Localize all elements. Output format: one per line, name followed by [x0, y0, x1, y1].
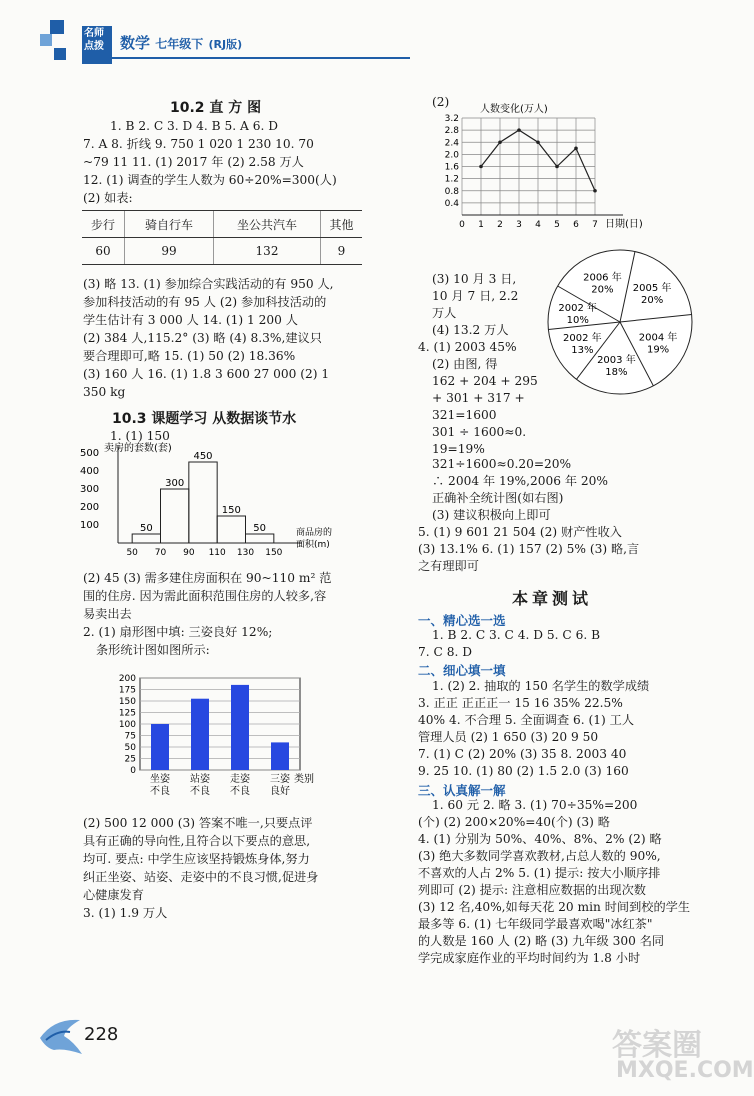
text-line: 的人数是 160 人 (2) 略 (3) 九年级 300 名同 — [418, 934, 665, 948]
text-line: 301 ÷ 1600≈0. — [432, 425, 527, 439]
table-header: 其他 — [321, 211, 363, 238]
hist-xlabel: 商品房的 — [296, 528, 333, 538]
watermark-bottom: MXQE.COM — [616, 1058, 754, 1083]
hist-xlabel: 面积(m) — [296, 540, 330, 550]
bar-x-tick: 不良 — [230, 786, 250, 797]
header-subject: 数学 — [120, 34, 151, 52]
hist-bar — [132, 534, 160, 543]
text-line: (3) 绝大多数同学喜欢教材,占总人数的 90%, — [418, 849, 661, 863]
pie-slice-value: 18% — [605, 367, 628, 379]
line-point — [574, 147, 578, 151]
answer-table — [82, 210, 362, 265]
bar-y-tick: 175 — [118, 685, 136, 696]
text-line: (2) 45 (3) 需多建住房面积在 90~110 m² 范 — [83, 571, 332, 585]
page-number: 228 — [84, 1024, 119, 1045]
text-line: 7. (1) C (2) 20% (3) 35 8. 2003 40 — [418, 747, 627, 761]
hist-bar-label: 300 — [165, 478, 185, 489]
text-line: 万人 — [432, 306, 457, 320]
table-cell: 132 — [214, 238, 321, 265]
text-line: 纠正坐姿、站姿、走姿中的不良习惯,促进身 — [83, 870, 319, 884]
hist-y-tick: 500 — [80, 448, 100, 459]
pie-slice-label: 2002 年 — [563, 333, 602, 345]
line-point — [479, 165, 483, 169]
line-y-tick: 2.0 — [444, 150, 459, 161]
pie-chart — [540, 245, 700, 400]
line-point — [517, 128, 521, 132]
line-x-tick: 3 — [516, 220, 522, 230]
header-title — [120, 32, 242, 53]
hist-y-tick: 400 — [80, 466, 100, 477]
bar-x-tick: 不良 — [190, 786, 210, 797]
text-line: 1. (1) 150 — [110, 429, 170, 443]
pie-slice-label: 2005 年 — [632, 283, 672, 295]
pie-slice-value: 19% — [646, 344, 670, 356]
logo — [84, 27, 104, 53]
header-edition: (RJ版) — [208, 38, 243, 51]
line-y-tick: 2.8 — [444, 126, 459, 137]
hist-bar-label: 50 — [253, 523, 267, 534]
subsection-title: 二、细心填一填 — [418, 663, 506, 678]
text-line: 最多等 6. (1) 七年级同学最喜欢喝"冰红茶" — [418, 917, 653, 931]
text-line: 之有理即可 — [418, 559, 479, 573]
hist-x-tick: 150 — [265, 548, 283, 558]
subsection-title: 三、认真解一解 — [418, 783, 506, 798]
bar-x-tick: 站姿 — [190, 774, 210, 785]
hist-y-tick: 300 — [80, 484, 100, 495]
hist-bar — [217, 516, 245, 543]
section-10-3-title: 10.3 课题学习 从数据谈节水 — [112, 411, 297, 427]
hist-bar-label: 50 — [139, 523, 153, 534]
posture-bar — [191, 699, 209, 770]
histogram-chart — [80, 440, 340, 565]
text-line: 正确补全统计图(如右图) — [432, 491, 564, 505]
line-x-tick: 7 — [592, 220, 598, 230]
text-line: 40% 4. 不合理 5. 全面调查 6. (1) 工人 — [418, 713, 635, 727]
text-line: 5. (1) 9 601 21 504 (2) 财产性收入 — [418, 525, 622, 539]
text-line: 4. (1) 2003 45% — [418, 340, 517, 354]
pie-slice-value: 20% — [640, 295, 664, 307]
bar-y-tick: 50 — [124, 743, 136, 753]
bar-x-tick: 不良 — [150, 786, 170, 797]
text-line: (4) 13.2 万人 — [432, 323, 509, 337]
posture-bar — [271, 742, 289, 770]
bar-x-tick: 坐姿 — [150, 774, 170, 785]
line-point — [555, 165, 559, 169]
hist-bar — [161, 489, 189, 543]
hist-bar-label: 150 — [221, 505, 241, 516]
text-line: 321÷1600≈0.20=20% — [432, 457, 572, 471]
text-line: (3) 建议积极向上即可 — [432, 508, 551, 522]
line-y-tick: 1.6 — [444, 162, 459, 173]
bar-y-tick: 150 — [118, 697, 136, 707]
hist-x-tick: 110 — [208, 548, 226, 558]
text-line: 1. B 2. C 3. D 4. B 5. A 6. D — [110, 119, 278, 133]
text-line: 10 月 7 日, 2.2 — [432, 289, 519, 303]
text-line: 2. (1) 扇形图中填: 三姿良好 12%; — [83, 625, 273, 639]
pie-slice-label: 2003 年 — [597, 355, 636, 367]
header-grade: 七年级下 — [155, 37, 204, 51]
text-line: 均可. 要点: 中学生应该坚持锻炼身体,努力 — [83, 852, 310, 866]
text-line: 1. 60 元 2. 略 3. (1) 70÷35%=200 — [432, 798, 638, 812]
text-line: 参加科技活动的有 95 人 (2) 参加科技活动的 — [83, 295, 327, 309]
text-line: 7. A 8. 折线 9. 750 1 020 1 230 10. 70 — [83, 137, 314, 151]
watermark-top: 答案圈 — [612, 1028, 702, 1063]
table-header: 坐公共汽车 — [214, 211, 321, 238]
line-y-tick: 0.8 — [444, 186, 459, 197]
line-point — [536, 140, 540, 144]
text-line: 321=1600 — [432, 408, 497, 422]
posture-bar — [151, 724, 169, 770]
text-line: 围的住房. 因为需此面积范围住房的人较多,容 — [83, 589, 327, 603]
text-line: 列即可 (2) 提示: 注意相应数据的出现次数 — [418, 883, 646, 897]
pie-slice-value: 13% — [571, 345, 594, 357]
line-x-tick: 1 — [478, 220, 484, 230]
table-cell: 99 — [125, 238, 214, 265]
text-line: 具有正确的导向性,且符合以下要点的意思, — [83, 834, 311, 848]
text-line: (2) 如表: — [83, 191, 133, 205]
hist-x-tick: 50 — [126, 548, 138, 558]
text-line: 要合理即可,略 15. (1) 50 (2) 18.36% — [83, 349, 296, 363]
line-x-tick: 0 — [459, 220, 465, 230]
pie-slice-value: 20% — [591, 284, 614, 296]
table-cell: 9 — [321, 238, 363, 265]
hist-bar-label: 450 — [193, 451, 213, 462]
subsection-title: 一、精心选一选 — [418, 613, 506, 628]
pie-slice-label: 2002 年 — [558, 303, 598, 315]
text-line: (2) 500 12 000 (3) 答案不唯一,只要点评 — [83, 816, 313, 830]
hist-ylabel: 卖房的套数(套) — [104, 443, 172, 454]
bar-y-tick: 0 — [130, 766, 136, 776]
text-line: (3) 160 人 16. (1) 1.8 3 600 27 000 (2) 1 — [83, 367, 330, 381]
chapter-test-title: 本章测试 — [512, 589, 593, 608]
text-line: + 301 + 317 + — [432, 391, 525, 405]
text-line: 1. (2) 2. 抽取的 150 名学生的数学成绩 — [432, 679, 650, 693]
bar-x-tick: 良好 — [270, 786, 290, 797]
bar-xlabel: 类别 — [294, 774, 314, 785]
text-line: ∴ 2004 年 19%,2006 年 20% — [432, 474, 609, 488]
bird-logo-icon — [36, 1012, 86, 1060]
text-line: 4. (1) 分别为 50%、40%、8%、2% (2) 略 — [418, 832, 662, 846]
posture-bar — [231, 685, 249, 770]
table-cell: 60 — [82, 238, 125, 265]
text-line: 学完成家庭作业的平均时间约为 1.8 小时 — [418, 951, 641, 965]
section-10-2-title: 10.2 直 方 图 — [170, 100, 262, 116]
pie-slice-label: 2004 年 — [638, 332, 678, 344]
line-y-tick: 2.4 — [444, 138, 459, 149]
text-line: 7. C 8. D — [418, 645, 472, 659]
text-line: 12. (1) 调查的学生人数为 60÷20%=300(人) — [83, 173, 337, 187]
hist-x-tick: 90 — [183, 548, 195, 558]
hist-bar — [246, 534, 274, 543]
line-x-tick: 6 — [573, 220, 579, 230]
posture-bar-chart — [110, 670, 340, 810]
hist-y-tick: 100 — [80, 520, 100, 531]
pie-slice-label: 2006 年 — [583, 272, 622, 284]
text-line: 3. 正正 正正正一 15 16 35% 22.5% — [418, 696, 623, 710]
hist-x-tick: 70 — [154, 548, 167, 558]
text-line: 易卖出去 — [83, 607, 132, 621]
text-line: (2) 384 人,115.2° (3) 略 (4) 8.3%,建议只 — [83, 331, 322, 345]
bar-x-tick: 走姿 — [230, 774, 250, 785]
text-line: 19=19% — [432, 442, 485, 456]
text-line: 条形统计图如图所示: — [96, 643, 210, 657]
line-y-tick: 0.4 — [444, 198, 459, 209]
table-header: 骑自行车 — [125, 211, 214, 238]
text-line: (个) (2) 200×20%=40(个) (3) 略 — [418, 815, 610, 829]
text-line: 162 + 204 + 295 — [432, 374, 538, 388]
text-line: (2) — [432, 95, 450, 109]
line-y-tick: 1.2 — [444, 174, 459, 185]
text-line: (3) 10 月 3 日, — [432, 272, 517, 286]
text-line: 350 kg — [83, 385, 126, 399]
logo-top: 名师 — [84, 28, 104, 39]
text-line: 3. (1) 1.9 万人 — [83, 906, 168, 920]
line-chart — [432, 98, 643, 268]
hist-x-tick: 130 — [236, 548, 255, 558]
bar-y-tick: 125 — [118, 708, 136, 719]
text-line: (3) 略 13. (1) 参加综合实践活动的有 950 人, — [83, 277, 334, 291]
line-x-tick: 5 — [554, 220, 560, 230]
table-header: 步行 — [82, 211, 125, 238]
line-x-tick: 4 — [535, 220, 541, 230]
text-line: 学生估计有 3 000 人 14. (1) 1 200 人 — [83, 313, 298, 327]
hist-y-tick: 200 — [80, 502, 100, 513]
logo-bottom: 点拨 — [84, 41, 104, 52]
text-line: 1. B 2. C 3. C 4. D 5. C 6. B — [432, 628, 601, 642]
bar-y-tick: 75 — [124, 731, 136, 742]
bar-x-tick: 三姿 — [270, 774, 290, 785]
text-line: 管理人员 (2) 1 650 (3) 20 9 50 — [418, 730, 599, 744]
hist-bar — [189, 462, 217, 543]
text-line: 不喜欢的人占 2% 5. (1) 提示: 按大小顺序排 — [418, 866, 661, 880]
line-y-tick: 3.2 — [444, 114, 459, 124]
bar-y-tick: 200 — [118, 674, 136, 684]
page-header — [40, 18, 410, 68]
text-line: (3) 13.1% 6. (1) 157 (2) 5% (3) 略,言 — [418, 542, 640, 556]
pie-slice-value: 10% — [566, 315, 589, 327]
text-line: 心健康发育 — [83, 888, 144, 902]
bar-y-tick: 25 — [124, 754, 136, 765]
bar-y-tick: 100 — [118, 720, 136, 730]
line-xlabel: 日期(日) — [605, 219, 643, 230]
line-ylabel: 人数变化(万人) — [480, 104, 548, 115]
text-line: (3) 12 名,40%,如每天花 20 min 时间到校的学生 — [418, 900, 691, 914]
text-line: 9. 25 10. (1) 80 (2) 1.5 2.0 (3) 160 — [418, 764, 629, 778]
line-point — [498, 140, 502, 144]
text-line: (2) 由图, 得 — [432, 357, 498, 371]
text-line: ~79 11 11. (1) 2017 年 (2) 2.58 万人 — [83, 155, 304, 169]
line-x-tick: 2 — [497, 220, 503, 230]
line-point — [593, 189, 597, 193]
